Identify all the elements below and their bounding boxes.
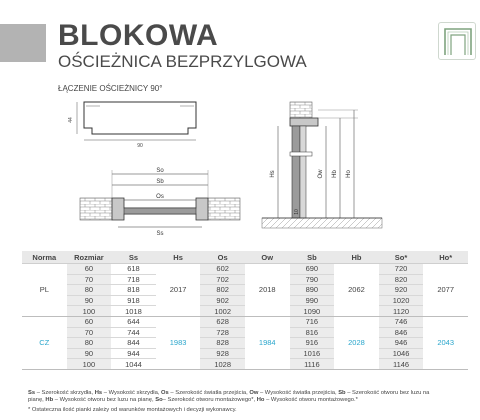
sb-cell: 790 <box>290 274 335 285</box>
ss-cell: 718 <box>111 274 156 285</box>
page-title: BLOKOWA <box>58 19 219 52</box>
ss-cell: 1044 <box>111 359 156 370</box>
so-cell: 1120 <box>379 306 424 317</box>
os-cell: 828 <box>200 338 245 349</box>
so-cell: 1020 <box>379 295 424 306</box>
rozmiar-cell: 100 <box>67 306 112 317</box>
dimensions-table <box>22 251 468 370</box>
legend-line-1: Ss – Szerokość skrzydła, Hs – Wysokość skrzydła, Os – Szerokość światła przejścia, Ow – Wysokość światła przejścia, Sb – Szerokość otworu bez luzu na <box>28 390 430 396</box>
rozmiar-cell: 70 <box>67 327 112 338</box>
table-header-row <box>22 251 468 264</box>
so-cell: 746 <box>379 316 424 327</box>
ss-cell: 818 <box>111 285 156 296</box>
so-cell: 946 <box>379 338 424 349</box>
rozmiar-cell: 100 <box>67 359 112 370</box>
section-label-ow: Ow <box>318 169 324 179</box>
ss-cell: 1018 <box>111 306 156 317</box>
so-cell: 846 <box>379 327 424 338</box>
legend-line-2: pianę, Hb – Wysokość otworu bez luzu na pianę, So– Szerokość otworu montażowego*, Ho – Wysokość otworu montażowego.* <box>28 397 358 404</box>
os-cell: 928 <box>200 348 245 359</box>
hs-cell: 1983 <box>156 316 201 369</box>
table-row <box>22 264 468 275</box>
hb-cell: 2028 <box>334 316 379 369</box>
header-hb: Hb <box>334 251 379 264</box>
plan-view-drawing <box>80 168 240 237</box>
rozmiar-cell: 60 <box>67 316 112 327</box>
page-subtitle: OŚCIEŻNICA BEZPRZYLGOWA <box>58 52 307 71</box>
sb-cell: 1116 <box>290 359 335 370</box>
header-accent-block <box>0 24 46 62</box>
os-cell: 702 <box>200 274 245 285</box>
header-rozmiar: Rozmiar <box>67 251 112 264</box>
header-so: So* <box>379 251 424 264</box>
sb-cell: 916 <box>290 338 335 349</box>
header-ss: Ss <box>111 251 156 264</box>
header-ow: Ow <box>245 251 290 264</box>
os-cell: 1028 <box>200 359 245 370</box>
sb-cell: 690 <box>290 264 335 275</box>
sb-cell: 1090 <box>290 306 335 317</box>
header-os: Os <box>200 251 245 264</box>
plan-label-os: Os <box>156 194 164 200</box>
section-label-ho: Ho <box>346 170 352 178</box>
header-ho: Ho* <box>423 251 468 264</box>
norma-cell: CZ <box>22 316 67 369</box>
ss-cell: 844 <box>111 338 156 349</box>
ss-cell: 744 <box>111 327 156 338</box>
so-cell: 1046 <box>379 348 424 359</box>
section-label-hs: Hs <box>270 170 276 178</box>
sb-cell: 1016 <box>290 348 335 359</box>
joint-label: ŁĄCZENIE OŚCIEŻNICY 90° <box>58 84 163 93</box>
ss-cell: 944 <box>111 348 156 359</box>
os-cell: 602 <box>200 264 245 275</box>
rozmiar-cell: 90 <box>67 295 112 306</box>
ho-cell: 2043 <box>423 316 468 369</box>
sb-cell: 716 <box>290 316 335 327</box>
rozmiar-cell: 90 <box>67 348 112 359</box>
so-cell: 820 <box>379 274 424 285</box>
table-row <box>22 316 468 327</box>
frame-profile-drawing <box>68 102 196 149</box>
section-label-hb: Hb <box>332 170 338 178</box>
rozmiar-cell: 70 <box>67 274 112 285</box>
os-cell: 1002 <box>200 306 245 317</box>
plan-label-sb: Sb <box>156 179 164 185</box>
ow-cell: 2018 <box>245 264 290 317</box>
ss-cell: 618 <box>111 264 156 275</box>
rozmiar-cell: 60 <box>67 264 112 275</box>
so-cell: 720 <box>379 264 424 275</box>
header-norma: Norma <box>22 251 67 264</box>
ow-cell: 1984 <box>245 316 290 369</box>
hb-cell: 2062 <box>334 264 379 317</box>
abbreviation-legend <box>28 390 468 405</box>
sb-cell: 890 <box>290 285 335 296</box>
technical-drawings <box>0 90 480 250</box>
ho-cell: 2077 <box>423 264 468 317</box>
profile-height-label: 44 <box>68 117 74 123</box>
os-cell: 728 <box>200 327 245 338</box>
so-cell: 920 <box>379 285 424 296</box>
rozmiar-cell: 80 <box>67 285 112 296</box>
plan-label-so: So <box>156 168 164 174</box>
norma-cell: PL <box>22 264 67 317</box>
footnote: * Ostateczna ilość pianki zależy od warunków montażowych i decyzji wykonawcy. <box>28 407 237 413</box>
floor-gap-label: 10 <box>294 209 300 215</box>
so-cell: 1146 <box>379 359 424 370</box>
header-sb: Sb <box>290 251 335 264</box>
profile-width-label: 90 <box>137 143 143 149</box>
sb-cell: 816 <box>290 327 335 338</box>
ss-cell: 918 <box>111 295 156 306</box>
door-frame-logo-icon <box>438 22 476 60</box>
ss-cell: 644 <box>111 316 156 327</box>
os-cell: 628 <box>200 316 245 327</box>
sb-cell: 990 <box>290 295 335 306</box>
hs-cell: 2017 <box>156 264 201 317</box>
header-hs: Hs <box>156 251 201 264</box>
plan-label-ss: Ss <box>156 231 164 237</box>
rozmiar-cell: 80 <box>67 338 112 349</box>
os-cell: 902 <box>200 295 245 306</box>
section-view-drawing <box>262 102 382 228</box>
os-cell: 802 <box>200 285 245 296</box>
